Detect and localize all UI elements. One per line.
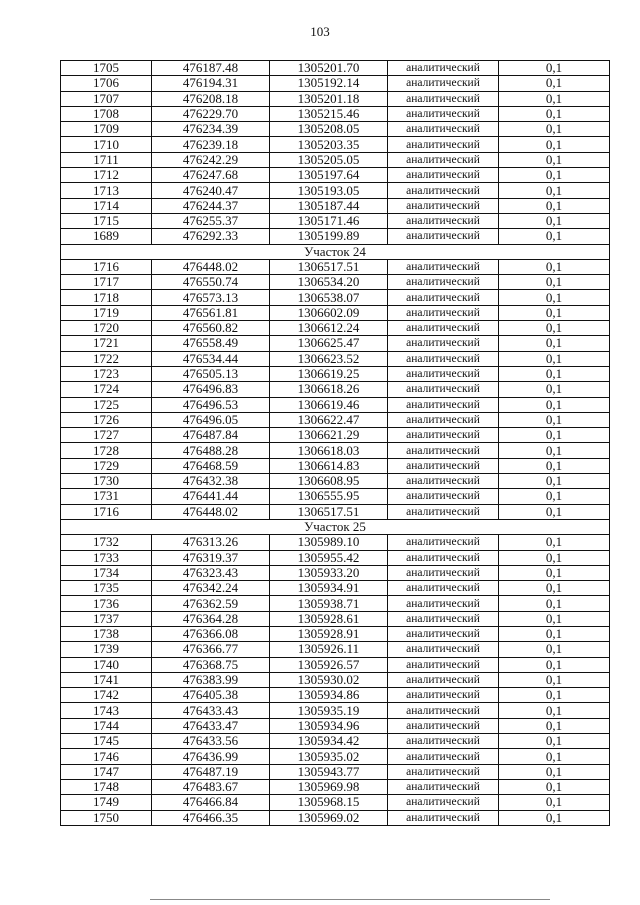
y-coordinate-cell: 1306623.52 (270, 351, 388, 366)
x-coordinate-cell: 476405.38 (152, 688, 270, 703)
table-row (61, 718, 610, 733)
method-cell: аналитический (388, 458, 499, 473)
table-row (61, 779, 610, 794)
accuracy-cell: 0,1 (499, 213, 610, 228)
method-cell: аналитический (388, 703, 499, 718)
accuracy-cell: 0,1 (499, 596, 610, 611)
method-cell: аналитический (388, 565, 499, 580)
point-number-cell: 1747 (61, 764, 152, 779)
x-coordinate-cell: 476362.59 (152, 596, 270, 611)
method-cell: аналитический (388, 443, 499, 458)
method-cell: аналитический (388, 213, 499, 228)
accuracy-cell: 0,1 (499, 76, 610, 91)
method-cell: аналитический (388, 397, 499, 412)
x-coordinate-cell: 476239.18 (152, 137, 270, 152)
accuracy-cell: 0,1 (499, 321, 610, 336)
x-coordinate-cell: 476323.43 (152, 565, 270, 580)
table-row (61, 321, 610, 336)
x-coordinate-cell: 476466.84 (152, 795, 270, 810)
method-cell: аналитический (388, 596, 499, 611)
point-number-cell: 1735 (61, 581, 152, 596)
y-coordinate-cell: 1305928.91 (270, 626, 388, 641)
method-cell: аналитический (388, 412, 499, 427)
point-number-cell: 1746 (61, 749, 152, 764)
y-coordinate-cell: 1305928.61 (270, 611, 388, 626)
y-coordinate-cell: 1305955.42 (270, 550, 388, 565)
y-coordinate-cell: 1306618.26 (270, 382, 388, 397)
x-coordinate-cell: 476432.38 (152, 474, 270, 489)
method-cell: аналитический (388, 474, 499, 489)
y-coordinate-cell: 1305934.91 (270, 581, 388, 596)
accuracy-cell: 0,1 (499, 168, 610, 183)
x-coordinate-cell: 476255.37 (152, 213, 270, 228)
method-cell: аналитический (388, 535, 499, 550)
method-cell: аналитический (388, 91, 499, 106)
x-coordinate-cell: 476436.99 (152, 749, 270, 764)
method-cell: аналитический (388, 734, 499, 749)
accuracy-cell: 0,1 (499, 91, 610, 106)
method-cell: аналитический (388, 672, 499, 687)
table-row (61, 626, 610, 641)
accuracy-cell: 0,1 (499, 688, 610, 703)
x-coordinate-cell: 476292.33 (152, 229, 270, 244)
accuracy-cell: 0,1 (499, 642, 610, 657)
x-coordinate-cell: 476234.39 (152, 122, 270, 137)
y-coordinate-cell: 1305203.35 (270, 137, 388, 152)
x-coordinate-cell: 476366.77 (152, 642, 270, 657)
x-coordinate-cell: 476194.31 (152, 76, 270, 91)
x-coordinate-cell: 476534.44 (152, 351, 270, 366)
x-coordinate-cell: 476187.48 (152, 61, 270, 76)
table-row (61, 642, 610, 657)
point-number-cell: 1748 (61, 779, 152, 794)
table-row (61, 474, 610, 489)
point-number-cell: 1726 (61, 412, 152, 427)
point-number-cell: 1717 (61, 275, 152, 290)
x-coordinate-cell: 476573.13 (152, 290, 270, 305)
x-coordinate-cell: 476550.74 (152, 275, 270, 290)
method-cell: аналитический (388, 198, 499, 213)
table-row (61, 122, 610, 137)
point-number-cell: 1740 (61, 657, 152, 672)
table-row (61, 137, 610, 152)
y-coordinate-cell: 1305215.46 (270, 106, 388, 121)
method-cell: аналитический (388, 611, 499, 626)
accuracy-cell: 0,1 (499, 336, 610, 351)
x-coordinate-cell: 476364.28 (152, 611, 270, 626)
point-number-cell: 1737 (61, 611, 152, 626)
point-number-cell: 1723 (61, 366, 152, 381)
y-coordinate-cell: 1305934.96 (270, 718, 388, 733)
point-number-cell: 1725 (61, 397, 152, 412)
accuracy-cell: 0,1 (499, 581, 610, 596)
y-coordinate-cell: 1306608.95 (270, 474, 388, 489)
x-coordinate-cell: 476244.37 (152, 198, 270, 213)
point-number-cell: 1730 (61, 474, 152, 489)
table-row (61, 611, 610, 626)
y-coordinate-cell: 1305208.05 (270, 122, 388, 137)
point-number-cell: 1738 (61, 626, 152, 641)
accuracy-cell: 0,1 (499, 779, 610, 794)
table-row (61, 596, 610, 611)
accuracy-cell: 0,1 (499, 565, 610, 580)
point-number-cell: 1714 (61, 198, 152, 213)
x-coordinate-cell: 476342.24 (152, 581, 270, 596)
y-coordinate-cell: 1306619.25 (270, 366, 388, 381)
x-coordinate-cell: 476487.84 (152, 428, 270, 443)
y-coordinate-cell: 1305938.71 (270, 596, 388, 611)
method-cell: аналитический (388, 137, 499, 152)
table-row (61, 703, 610, 718)
y-coordinate-cell: 1306614.83 (270, 458, 388, 473)
table-row (61, 259, 610, 274)
accuracy-cell: 0,1 (499, 290, 610, 305)
x-coordinate-cell: 476505.13 (152, 366, 270, 381)
y-coordinate-cell: 1306622.47 (270, 412, 388, 427)
y-coordinate-cell: 1305197.64 (270, 168, 388, 183)
accuracy-cell: 0,1 (499, 443, 610, 458)
table-row (61, 213, 610, 228)
y-coordinate-cell: 1306619.46 (270, 397, 388, 412)
accuracy-cell: 0,1 (499, 749, 610, 764)
x-coordinate-cell: 476560.82 (152, 321, 270, 336)
accuracy-cell: 0,1 (499, 198, 610, 213)
table-row (61, 183, 610, 198)
accuracy-cell: 0,1 (499, 626, 610, 641)
method-cell: аналитический (388, 183, 499, 198)
x-coordinate-cell: 476487.19 (152, 764, 270, 779)
accuracy-cell: 0,1 (499, 611, 610, 626)
method-cell: аналитический (388, 336, 499, 351)
method-cell: аналитический (388, 76, 499, 91)
table-row (61, 168, 610, 183)
table-row (61, 305, 610, 320)
method-cell: аналитический (388, 259, 499, 274)
table-row (61, 749, 610, 764)
y-coordinate-cell: 1305969.02 (270, 810, 388, 825)
point-number-cell: 1713 (61, 183, 152, 198)
point-number-cell: 1721 (61, 336, 152, 351)
table-row (61, 504, 610, 519)
method-cell: аналитический (388, 749, 499, 764)
method-cell: аналитический (388, 275, 499, 290)
point-number-cell: 1744 (61, 718, 152, 733)
point-number-cell: 1750 (61, 810, 152, 825)
method-cell: аналитический (388, 168, 499, 183)
point-number-cell: 1743 (61, 703, 152, 718)
accuracy-cell: 0,1 (499, 275, 610, 290)
accuracy-cell: 0,1 (499, 366, 610, 381)
y-coordinate-cell: 1306625.47 (270, 336, 388, 351)
point-number-cell: 1716 (61, 259, 152, 274)
y-coordinate-cell: 1305201.70 (270, 61, 388, 76)
x-coordinate-cell: 476433.56 (152, 734, 270, 749)
section-row (61, 244, 610, 259)
accuracy-cell: 0,1 (499, 106, 610, 121)
accuracy-cell: 0,1 (499, 61, 610, 76)
section-title: Участок 24 (61, 244, 610, 259)
point-number-cell: 1727 (61, 428, 152, 443)
accuracy-cell: 0,1 (499, 489, 610, 504)
x-coordinate-cell: 476496.53 (152, 397, 270, 412)
y-coordinate-cell: 1306538.07 (270, 290, 388, 305)
accuracy-cell: 0,1 (499, 397, 610, 412)
method-cell: аналитический (388, 229, 499, 244)
y-coordinate-cell: 1305935.02 (270, 749, 388, 764)
point-number-cell: 1742 (61, 688, 152, 703)
point-number-cell: 1739 (61, 642, 152, 657)
accuracy-cell: 0,1 (499, 122, 610, 137)
table-row (61, 61, 610, 76)
y-coordinate-cell: 1305199.89 (270, 229, 388, 244)
table-row (61, 76, 610, 91)
y-coordinate-cell: 1306618.03 (270, 443, 388, 458)
method-cell: аналитический (388, 122, 499, 137)
accuracy-cell: 0,1 (499, 734, 610, 749)
point-number-cell: 1716 (61, 504, 152, 519)
x-coordinate-cell: 476433.47 (152, 718, 270, 733)
accuracy-cell: 0,1 (499, 412, 610, 427)
x-coordinate-cell: 476383.99 (152, 672, 270, 687)
accuracy-cell: 0,1 (499, 259, 610, 274)
table-row (61, 458, 610, 473)
table-row (61, 382, 610, 397)
y-coordinate-cell: 1305933.20 (270, 565, 388, 580)
table-row (61, 351, 610, 366)
method-cell: аналитический (388, 106, 499, 121)
method-cell: аналитический (388, 764, 499, 779)
method-cell: аналитический (388, 810, 499, 825)
y-coordinate-cell: 1306534.20 (270, 275, 388, 290)
method-cell: аналитический (388, 382, 499, 397)
point-number-cell: 1710 (61, 137, 152, 152)
table-row (61, 550, 610, 565)
point-number-cell: 1745 (61, 734, 152, 749)
table-row (61, 106, 610, 121)
point-number-cell: 1731 (61, 489, 152, 504)
accuracy-cell: 0,1 (499, 152, 610, 167)
x-coordinate-cell: 476229.70 (152, 106, 270, 121)
method-cell: аналитический (388, 688, 499, 703)
y-coordinate-cell: 1305968.15 (270, 795, 388, 810)
accuracy-cell: 0,1 (499, 718, 610, 733)
point-number-cell: 1720 (61, 321, 152, 336)
y-coordinate-cell: 1305943.77 (270, 764, 388, 779)
accuracy-cell: 0,1 (499, 137, 610, 152)
y-coordinate-cell: 1306612.24 (270, 321, 388, 336)
method-cell: аналитический (388, 795, 499, 810)
accuracy-cell: 0,1 (499, 351, 610, 366)
point-number-cell: 1706 (61, 76, 152, 91)
accuracy-cell: 0,1 (499, 428, 610, 443)
method-cell: аналитический (388, 428, 499, 443)
y-coordinate-cell: 1305935.19 (270, 703, 388, 718)
method-cell: аналитический (388, 642, 499, 657)
table-row (61, 565, 610, 580)
x-coordinate-cell: 476466.35 (152, 810, 270, 825)
coordinates-table-body (61, 61, 610, 826)
point-number-cell: 1724 (61, 382, 152, 397)
x-coordinate-cell: 476208.18 (152, 91, 270, 106)
accuracy-cell: 0,1 (499, 657, 610, 672)
point-number-cell: 1712 (61, 168, 152, 183)
table-row (61, 764, 610, 779)
y-coordinate-cell: 1306621.29 (270, 428, 388, 443)
y-coordinate-cell: 1305205.05 (270, 152, 388, 167)
method-cell: аналитический (388, 290, 499, 305)
x-coordinate-cell: 476366.08 (152, 626, 270, 641)
point-number-cell: 1736 (61, 596, 152, 611)
accuracy-cell: 0,1 (499, 183, 610, 198)
x-coordinate-cell: 476483.67 (152, 779, 270, 794)
y-coordinate-cell: 1305171.46 (270, 213, 388, 228)
section-title: Участок 25 (61, 519, 610, 534)
table-row (61, 412, 610, 427)
point-number-cell: 1749 (61, 795, 152, 810)
method-cell: аналитический (388, 504, 499, 519)
y-coordinate-cell: 1305187.44 (270, 198, 388, 213)
y-coordinate-cell: 1306517.51 (270, 259, 388, 274)
table-row (61, 581, 610, 596)
table-row (61, 428, 610, 443)
point-number-cell: 1705 (61, 61, 152, 76)
point-number-cell: 1707 (61, 91, 152, 106)
y-coordinate-cell: 1305201.18 (270, 91, 388, 106)
page-number: 103 (310, 24, 330, 39)
accuracy-cell: 0,1 (499, 474, 610, 489)
point-number-cell: 1709 (61, 122, 152, 137)
x-coordinate-cell: 476558.49 (152, 336, 270, 351)
point-number-cell: 1715 (61, 213, 152, 228)
table-row (61, 229, 610, 244)
x-coordinate-cell: 476242.29 (152, 152, 270, 167)
x-coordinate-cell: 476448.02 (152, 504, 270, 519)
x-coordinate-cell: 476313.26 (152, 535, 270, 550)
table-row (61, 91, 610, 106)
table-row (61, 366, 610, 381)
y-coordinate-cell: 1305193.05 (270, 183, 388, 198)
point-number-cell: 1711 (61, 152, 152, 167)
y-coordinate-cell: 1305926.57 (270, 657, 388, 672)
accuracy-cell: 0,1 (499, 810, 610, 825)
table-row (61, 290, 610, 305)
x-coordinate-cell: 476433.43 (152, 703, 270, 718)
method-cell: аналитический (388, 152, 499, 167)
table-row (61, 734, 610, 749)
y-coordinate-cell: 1305989.10 (270, 535, 388, 550)
coordinates-table (60, 60, 610, 826)
x-coordinate-cell: 476496.83 (152, 382, 270, 397)
point-number-cell: 1733 (61, 550, 152, 565)
table-row (61, 535, 610, 550)
table-row (61, 688, 610, 703)
table-row (61, 336, 610, 351)
table-row (61, 795, 610, 810)
accuracy-cell: 0,1 (499, 382, 610, 397)
x-coordinate-cell: 476468.59 (152, 458, 270, 473)
accuracy-cell: 0,1 (499, 305, 610, 320)
point-number-cell: 1719 (61, 305, 152, 320)
point-number-cell: 1722 (61, 351, 152, 366)
accuracy-cell: 0,1 (499, 703, 610, 718)
x-coordinate-cell: 476561.81 (152, 305, 270, 320)
accuracy-cell: 0,1 (499, 458, 610, 473)
section-row (61, 519, 610, 534)
table-row (61, 489, 610, 504)
method-cell: аналитический (388, 305, 499, 320)
point-number-cell: 1708 (61, 106, 152, 121)
accuracy-cell: 0,1 (499, 672, 610, 687)
point-number-cell: 1689 (61, 229, 152, 244)
method-cell: аналитический (388, 351, 499, 366)
x-coordinate-cell: 476240.47 (152, 183, 270, 198)
y-coordinate-cell: 1306555.95 (270, 489, 388, 504)
table-row (61, 672, 610, 687)
x-coordinate-cell: 476247.68 (152, 168, 270, 183)
accuracy-cell: 0,1 (499, 229, 610, 244)
point-number-cell: 1718 (61, 290, 152, 305)
accuracy-cell: 0,1 (499, 504, 610, 519)
y-coordinate-cell: 1305930.02 (270, 672, 388, 687)
method-cell: аналитический (388, 489, 499, 504)
x-coordinate-cell: 476488.28 (152, 443, 270, 458)
y-coordinate-cell: 1306517.51 (270, 504, 388, 519)
method-cell: аналитический (388, 550, 499, 565)
method-cell: аналитический (388, 581, 499, 596)
table-row (61, 443, 610, 458)
table-row (61, 152, 610, 167)
point-number-cell: 1734 (61, 565, 152, 580)
y-coordinate-cell: 1305934.86 (270, 688, 388, 703)
method-cell: аналитический (388, 779, 499, 794)
y-coordinate-cell: 1306602.09 (270, 305, 388, 320)
point-number-cell: 1728 (61, 443, 152, 458)
table-row (61, 657, 610, 672)
y-coordinate-cell: 1305926.11 (270, 642, 388, 657)
accuracy-cell: 0,1 (499, 764, 610, 779)
method-cell: аналитический (388, 657, 499, 672)
method-cell: аналитический (388, 366, 499, 381)
x-coordinate-cell: 476496.05 (152, 412, 270, 427)
point-number-cell: 1741 (61, 672, 152, 687)
y-coordinate-cell: 1305192.14 (270, 76, 388, 91)
method-cell: аналитический (388, 61, 499, 76)
method-cell: аналитический (388, 626, 499, 641)
point-number-cell: 1729 (61, 458, 152, 473)
point-number-cell: 1732 (61, 535, 152, 550)
bottom-rule (150, 899, 550, 900)
x-coordinate-cell: 476368.75 (152, 657, 270, 672)
table-row (61, 275, 610, 290)
x-coordinate-cell: 476319.37 (152, 550, 270, 565)
y-coordinate-cell: 1305934.42 (270, 734, 388, 749)
method-cell: аналитический (388, 718, 499, 733)
x-coordinate-cell: 476441.44 (152, 489, 270, 504)
table-row (61, 198, 610, 213)
table-row (61, 810, 610, 825)
accuracy-cell: 0,1 (499, 535, 610, 550)
table-row (61, 397, 610, 412)
method-cell: аналитический (388, 321, 499, 336)
y-coordinate-cell: 1305969.98 (270, 779, 388, 794)
accuracy-cell: 0,1 (499, 795, 610, 810)
accuracy-cell: 0,1 (499, 550, 610, 565)
x-coordinate-cell: 476448.02 (152, 259, 270, 274)
